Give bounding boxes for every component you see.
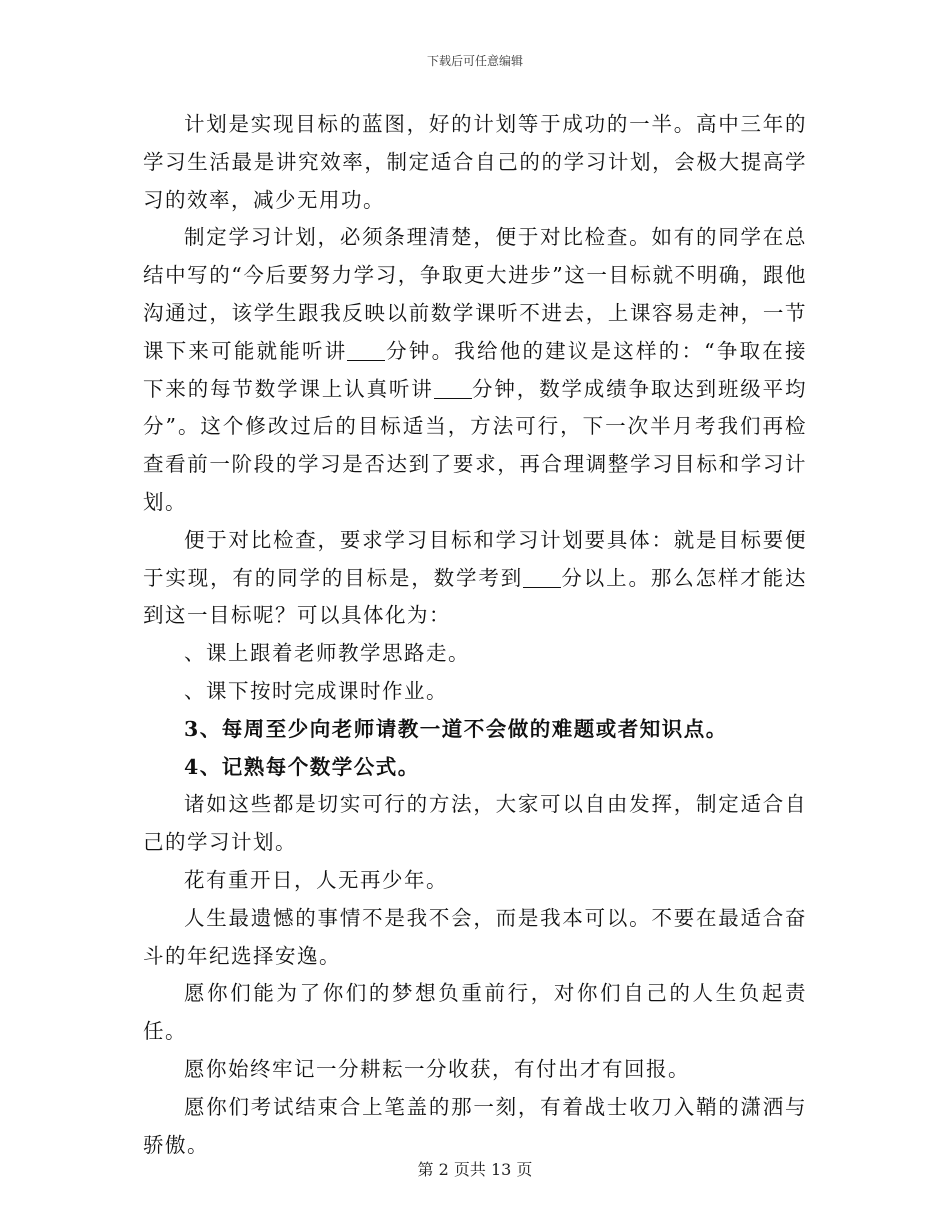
list-item-3: 3、每周至少向老师请教一道不会做的难题或者知识点。 — [184, 716, 728, 741]
page-header: 下载后可任意编辑 — [426, 54, 523, 68]
paragraph-wish-1: 愿你们能为了你们的梦想负重前行，对你们自己的人生负起责任。 — [143, 981, 807, 1044]
paragraph-plan-intro: 计划是实现目标的蓝图，好的计划等于成功的一半。高中三年的学习生活最是讲究效率，制定适合自己的的学习计划，会极大提高学习的效率，减少无用功。 — [143, 112, 807, 212]
paragraph-quote: 花有重开日，人无再少年。 — [184, 867, 448, 892]
paragraph-summary: 诸如这些都是切实可行的方法，大家可以自由发挥，制定适合自己的学习计划。 — [143, 792, 807, 855]
paragraph-concrete-goals-part1: 便于对比检查，要求学习目标和学习计划要具体：就是目标要便于实现，有的同学的目标是，数学考到 — [143, 527, 807, 590]
paragraph-concrete-goals-part2: 分以上。那么怎样才能达到这一目标呢？可以具体化为： — [143, 565, 808, 628]
paragraph-regret: 人生最遗憾的事情不是我不会，而是我本可以。不要在最适合奋斗的年纪选择安逸。 — [143, 905, 807, 968]
fill-blank — [347, 339, 385, 361]
page-footer: 第 2 页共 13 页 — [417, 1160, 533, 1179]
paragraph-plan-clarity — [143, 219, 807, 521]
paragraph-plan-clarity-part1: 制定学习计划，必须条理清楚，便于对比检查。如有的同学在总结中写的“今后要努力学习，争取更大进步”这一目标就不明确，跟他沟通过，该学生跟我反映以前数学课听不进去，上课容易走神，一节课下来可能就能听讲 — [143, 225, 807, 363]
fill-blank — [434, 377, 472, 399]
paragraph-plan-clarity-part3: 分钟，数学成绩争取达到班级平均分”。这个修改过后的目标适当，方法可行，下一次半月考我们再检查看前一阶段的学习是否达到了要求，再合理调整学习目标和学习计划。 — [143, 376, 808, 514]
paragraph-wish-2: 愿你始终牢记一分耕耘一分收获，有付出才有回报。 — [184, 1056, 690, 1081]
document-body — [143, 106, 807, 1164]
paragraph-concrete-goals — [143, 522, 807, 635]
fill-blank — [523, 566, 561, 588]
list-item-4: 4、记熟每个数学公式。 — [184, 754, 420, 779]
paragraph-plan-clarity-part2: 分钟。我给他的建议是这样的：“争取在接下来的每节数学课上认真听讲 — [143, 338, 807, 401]
list-item-2: 、课下按时完成课时作业。 — [184, 678, 448, 703]
paragraph-wish-3: 愿你们考试结束合上笔盖的那一刻，有着战士收刀入鞘的潇洒与骄傲。 — [143, 1094, 807, 1157]
list-item-1: 、课上跟着老师教学思路走。 — [184, 641, 470, 666]
